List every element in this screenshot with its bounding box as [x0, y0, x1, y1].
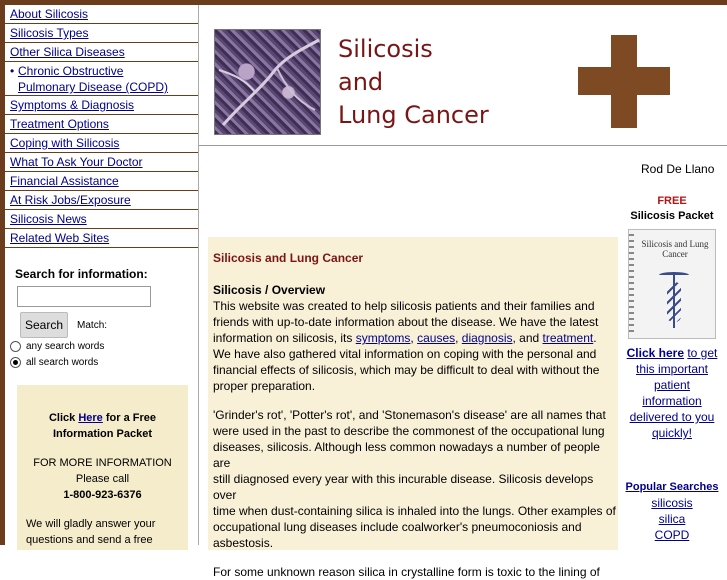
nav-other-silica-diseases[interactable]: Other Silica Diseases: [5, 43, 198, 62]
right-column: [618, 195, 726, 550]
radio-any-words-label: any search words: [26, 340, 105, 352]
nav-about-silicosis[interactable]: About Silicosis: [5, 5, 198, 24]
nav-copd-line2: Pulmonary Disease (COPD): [18, 80, 169, 94]
search-title: Search for information:: [15, 267, 148, 281]
nav-treatment-options[interactable]: Treatment Options: [5, 115, 198, 134]
p1-line: friends with up-to-date information about the disease. We have the latest: [213, 315, 599, 329]
p2-line: were used in the past to describe the commonest of the occupational lung: [213, 424, 605, 438]
link-diagnosis[interactable]: diagnosis: [461, 331, 513, 345]
caduceus-icon: [665, 266, 683, 330]
popular-searches-heading[interactable]: Popular Searches: [625, 481, 719, 493]
cross-logo-horizontal: [578, 67, 670, 95]
cta-link-6[interactable]: quickly!: [651, 426, 692, 440]
packet-book-image[interactable]: [628, 229, 716, 339]
info-please-call: Please call: [75, 473, 130, 485]
info-phone: 1-800-923-6376: [63, 489, 142, 501]
title-line-1: Silicosis: [338, 35, 433, 63]
radio-all-words-circle[interactable]: [10, 357, 21, 368]
sidebar: [5, 5, 199, 545]
p1-line: We have also gathered vital information on coping with the personal and: [213, 347, 597, 361]
link-causes[interactable]: causes: [417, 331, 456, 345]
p2-line: diseases, silicosis. Although less common nowadays a number of people are: [213, 440, 600, 470]
book-title: Silicosis and Lung Cancer: [641, 239, 709, 259]
nav-ask-doctor[interactable]: What To Ask Your Doctor: [5, 153, 198, 172]
nav-copd[interactable]: [5, 62, 198, 96]
info-more-info: FOR MORE INFORMATION: [33, 457, 172, 469]
main-title: Silicosis and Lung Cancer: [213, 251, 364, 265]
p2-line: time when dust-containing silica is inhaled into the lungs. Other examples of: [213, 504, 616, 518]
match-label: Match:: [77, 319, 108, 331]
lung-tissue-image: [214, 29, 321, 135]
search-input[interactable]: [17, 286, 151, 307]
packet-title: Silicosis Packet: [630, 210, 714, 222]
title-line-2: and: [338, 68, 384, 96]
nav-related-sites[interactable]: Related Web Sites: [5, 229, 198, 248]
header: [199, 5, 727, 146]
p1-links-line: information on silicosis, its symptoms, causes, diagnosis, and treatment.: [213, 331, 597, 345]
nav-silicosis-news[interactable]: Silicosis News: [5, 210, 198, 229]
p2-line: occupational lung diseases include coalworker's pneumoconiosis and: [213, 520, 582, 534]
p2-line: 'Grinder's rot', 'Potter's rot', and 'Stonemason's disease' are all names that: [213, 408, 606, 422]
free-label: FREE: [657, 195, 687, 207]
paragraph-history: [213, 407, 618, 551]
search-area: [5, 267, 199, 370]
paragraph-toxicity: For some unknown reason silica in crystalline form is toxic to the lining of: [213, 565, 600, 579]
popular-search-copd[interactable]: COPD: [654, 528, 690, 542]
cta-link-5[interactable]: delivered to you: [629, 410, 715, 424]
paragraph-intro: [213, 298, 618, 394]
click-here-link[interactable]: Click here: [626, 346, 684, 360]
bullet: •: [10, 64, 15, 78]
p1-link-prefix: information on silicosis, its: [213, 331, 353, 345]
nav-copd-line1: Chronic Obstructive: [18, 64, 124, 78]
radio-any-words[interactable]: [10, 338, 199, 354]
popular-searches: [618, 479, 726, 543]
p1-line: financial effects of silicosis, which may be difficult to deal with without the: [213, 363, 600, 377]
info-line1: We will gladly answer your: [26, 518, 156, 530]
info-box: [17, 385, 188, 550]
p2-line: asbestosis.: [213, 536, 274, 550]
info-here-link[interactable]: Here: [78, 412, 103, 424]
and-text: and: [519, 331, 540, 345]
link-treatment[interactable]: treatment: [542, 331, 594, 345]
title-line-3: Lung Cancer: [338, 101, 489, 129]
info-click-text: Click: [48, 412, 76, 424]
p1-line: This website was created to help silicosis patients and their families and: [213, 299, 595, 313]
main-content: [208, 237, 618, 579]
overview-heading: Silicosis / Overview: [213, 283, 326, 297]
nav-coping[interactable]: Coping with Silicosis: [5, 134, 198, 153]
info-line2: questions and send a free: [26, 534, 153, 546]
packet-cta: [618, 345, 726, 441]
cta-link-4[interactable]: information: [642, 394, 702, 408]
info-packet-line: Information Packet: [52, 428, 153, 440]
radio-all-words[interactable]: [10, 354, 199, 370]
search-button[interactable]: Search: [20, 312, 68, 338]
info-click-line: [17, 410, 188, 426]
cta-link-1[interactable]: to get: [687, 346, 718, 360]
radio-all-words-label: all search words: [26, 356, 99, 368]
book-spiral: [629, 234, 634, 334]
cta-link-3[interactable]: patient: [653, 378, 691, 392]
radio-any-words-circle[interactable]: [10, 341, 21, 352]
nav-at-risk-jobs[interactable]: At Risk Jobs/Exposure: [5, 191, 198, 210]
info-free-packet-text: for a Free: [105, 412, 157, 424]
popular-search-silicosis[interactable]: silicosis: [651, 496, 693, 510]
nav-symptoms-diagnosis[interactable]: Symptoms & Diagnosis: [5, 96, 198, 115]
link-symptoms[interactable]: symptoms: [355, 331, 411, 345]
popular-search-silica[interactable]: silica: [658, 512, 686, 526]
p2-line: still diagnosed every year with this incurable disease. Silicosis develops over: [213, 472, 594, 502]
nav-silicosis-types[interactable]: Silicosis Types: [5, 24, 198, 43]
nav-financial-assistance[interactable]: Financial Assistance: [5, 172, 198, 191]
tissue-veins: [215, 30, 322, 136]
author-name: Rod De Llano: [641, 162, 715, 176]
p1-line: proper preparation.: [213, 379, 316, 393]
cta-link-2[interactable]: this important: [635, 362, 709, 376]
